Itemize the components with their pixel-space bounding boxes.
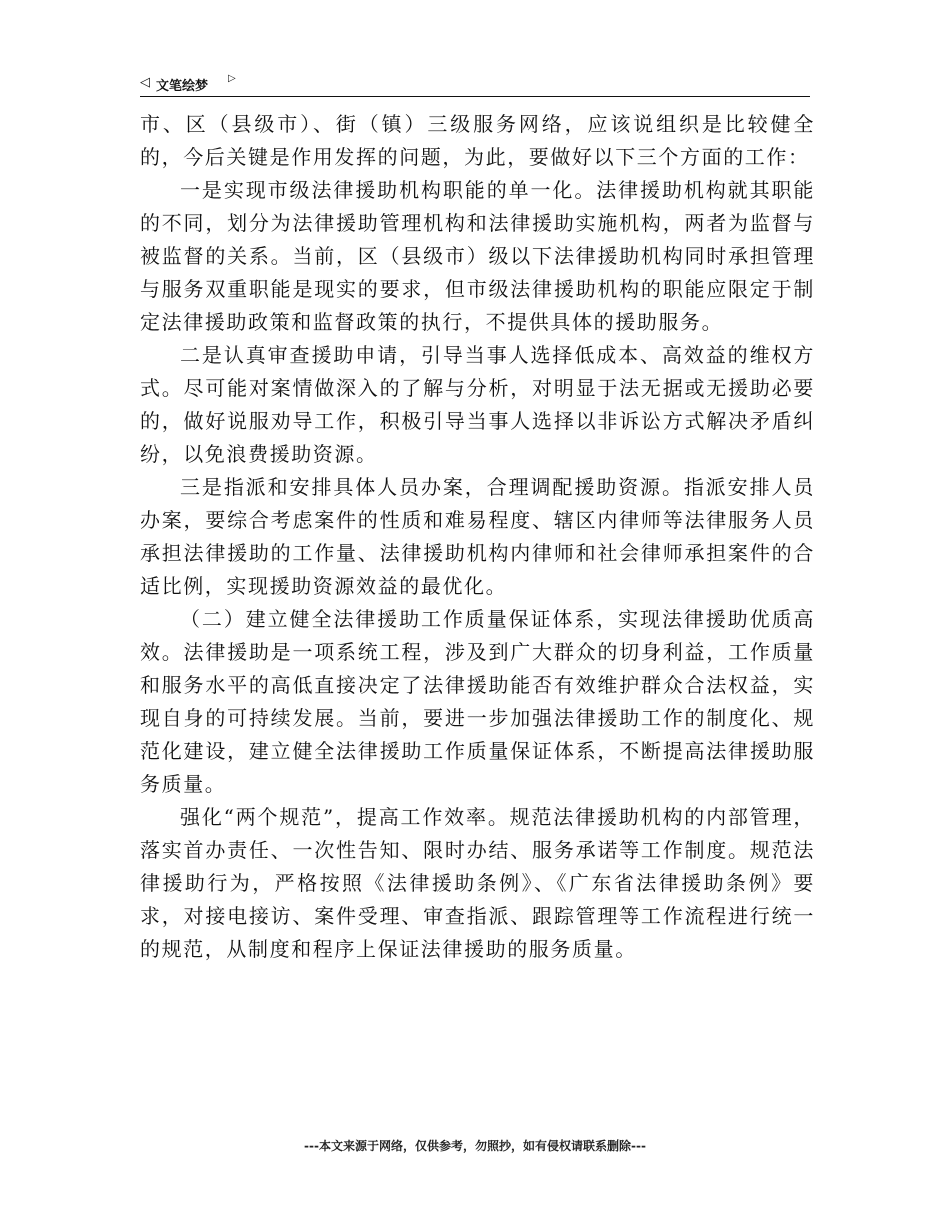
triangle-right-icon: ▷ (228, 73, 236, 84)
paragraph-3: 二是认真审查援助申请，引导当事人选择低成本、高效益的维权方式。尽可能对案情做深入的了解与分析，对明显于法无据或无援助必要的，做好说服劝导工作，积极引导当事人选择以非诉讼方式解决矛盾纠纷，以免浪费援助资源。 (140, 343, 815, 466)
paragraph-5: （二）建立健全法律援助工作质量保证体系，实现法律援助优质高效。法律援助是一项系统工程，涉及到广大群众的切身利益，工作质量和服务水平的高低直接决定了法律援助能否有效维护群众合法权益，实现自身的可持续发展。当前，要进一步加强法律援助工作的制度化、规范化建设，建立健全法律援助工作质量保证体系，不断提高法律援助服务质量。 (140, 607, 815, 796)
triangle-left-icon: ◁ (140, 75, 150, 90)
paragraph-2: 一是实现市级法律援助机构职能的单一化。法律援助机构就其职能的不同，划分为法律援助管理机构和法律援助实施机构，两者为监督与被监督的关系。当前，区（县级市）级以下法律援助机构同时承担管理与服务双重职能是现实的要求，但市级法律援助机构的职能应限定于制定法律援助政策和监督政策的执行，不提供具体的援助服务。 (140, 178, 815, 334)
footer-disclaimer: ---本文来源于网络，仅供参考，勿照抄，如有侵权请联系删除--- (304, 1139, 646, 1153)
paragraph-6: 强化“两个规范”，提高工作效率。规范法律援助机构的内部管理，落实首办责任、一次性告知、限时办结、服务承诺等工作制度。规范法律援助行为，严格按照《法律援助条例》、《广东省法律援助条例》要求，对接电接访、案件受理、审查指派、跟踪管理等工作流程进行统一的规范，从制度和程序上保证法律援助的服务质量。 (140, 805, 815, 961)
paragraph-4: 三是指派和安排具体人员办案，合理调配援助资源。指派安排人员办案，要综合考虑案件的性质和难易程度、辖区内律师等法律服务人员承担法律援助的工作量、法律援助机构内律师和社会律师承担案件的合适比例，实现援助资源效益的最优化。 (140, 475, 815, 598)
header-brand: 文笔绘梦 (156, 79, 209, 94)
document-body (140, 108, 815, 966)
page-header (140, 72, 810, 97)
paragraph-1: 市、区（县级市）、街（镇）三级服务网络，应该说组织是比较健全的，今后关键是作用发挥的问题，为此，要做好以下三个方面的工作： (140, 112, 815, 169)
